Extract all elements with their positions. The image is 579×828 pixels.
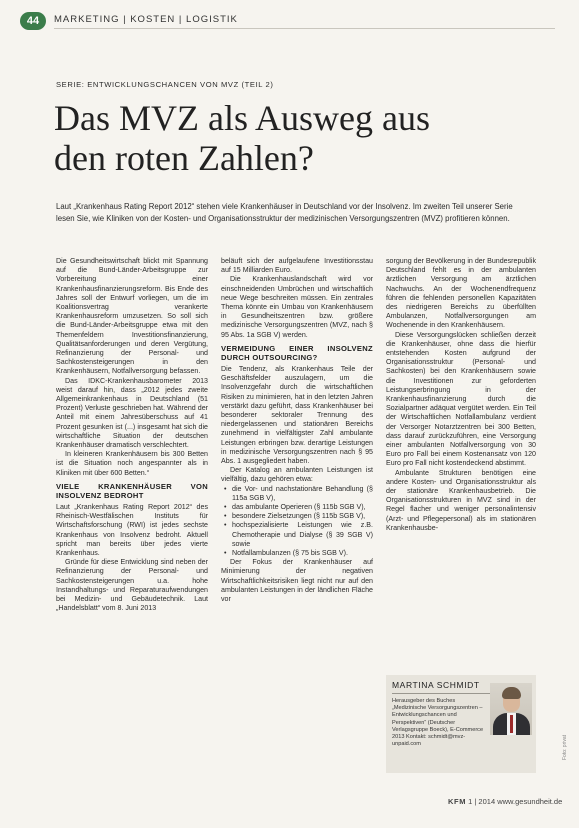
photo-tie bbox=[510, 715, 513, 733]
list-item: • Notfallambulanzen (§ 75 bis SGB V). bbox=[232, 549, 373, 558]
paragraph: sorgung der Bevölkerung in der Bundesrepublik Deutschland fehlt es in der ambulanten ärztlichen Versorgung am ärztlichen Nachwuchs. An der Wochenendfrequenz führen die fehlenden personellen Kapazitäten des niedrigeren Bereichs zu überfüllten Ambulanzen, Notfallversorgungen am Wochenende in den Krankenhäusern. bbox=[386, 257, 536, 330]
author-name: MARTINA SCHMIDT bbox=[392, 680, 480, 690]
paragraph: Die Krankenhauslandschaft wird vor einschneidenden Umbrüchen und wirtschaftlich neue Wege beschreiten müssen. Ein zentrales Thema könnte ein Umbau von Krankenhäusern in Gesundheitszentren bzw. größere medizinische Versorgungszentren (MVZ, nach § 95 Abs. 1a SGB V) werden. bbox=[221, 275, 373, 339]
headline-line-1: Das MVZ als Ausweg aus bbox=[54, 98, 430, 138]
footer-brand: KFM bbox=[448, 797, 467, 806]
header-divider bbox=[54, 28, 555, 29]
list-item: • hochspezialisierte Leistungen wie z.B. Chemotherapie und Dialyse (§ 39 SGB V) sowie bbox=[232, 521, 373, 549]
author-photo bbox=[490, 683, 532, 735]
series-label: SERIE: ENTWICKLUNGSCHANCEN VON MVZ (TEIL 2) bbox=[56, 80, 274, 89]
paragraph: Laut „Krankenhaus Rating Report 2012“ des Rheinisch-Westfälischen Instituts für Wirtschaftsforschung (RWI) ist jedes sechste Krankenhaus von Insolvenz bedroht. Aktuell spricht man bereits über jedes vierte Krankenhaus. bbox=[56, 503, 208, 558]
article-headline bbox=[54, 98, 524, 178]
footer-site: www.gesundheit.de bbox=[497, 797, 563, 806]
paragraph: Der Katalog an ambulanten Leistungen ist vielfältig, dazu gehören etwa: bbox=[221, 466, 373, 484]
subheading: VERMEIDUNG EINER INSOLVENZ DURCH OUTSOURCING? bbox=[221, 343, 373, 363]
text-column-3 bbox=[386, 257, 536, 533]
paragraph: Ambulante Strukturen benötigen eine andere Kosten- und Organisationsstruktur als der stationäre Krankenhausbetrieb. Die Organisationsstrukturen in MVZ sind in der Regel flacher und weniger personalintensiv (Arzt- und Pflegepersonal) als im stationären Krankenhausbe- bbox=[386, 468, 536, 532]
photo-credit: Foto: privat bbox=[562, 734, 568, 760]
paragraph: Die Gesundheitswirtschaft blickt mit Spannung auf die Bund-Länder-Arbeitsgruppe zur Vorbereitung einer Krankenhausfinanzierungsreform. Bis Ende des Jahres soll der Entwurf vorliegen, um die im Koalitionsvertrag verankerte Krankenhausreform umzusetzen. So soll sich die Bund-Länder-Arbeitsgruppe etwa mit den Themenfeldern Investitionsfinanzierung, Qualitätsanforderungen und deren Vergütung, Refinanzierung der Personal- und Sachkostensteigerungen in den Krankenhäusern, Notfallversorgung befassen. bbox=[56, 257, 208, 376]
service-list bbox=[221, 485, 373, 559]
headline-line-2: den roten Zahlen? bbox=[54, 138, 314, 178]
list-item: • besondere Zielsetzungen (§ 115b SGB V), bbox=[232, 512, 373, 521]
paragraph: Diese Versorgungslücken schließen derzeit die Krankenhäuser, ohne dass die hierfür entstehenden Kosten aufgrund der Organisationsstruktur (Personal- und Sachkosten) bei den Krankenhäusern sowie die Investitionen zur geforderten Leistungserbringung in der Krankenhausfinanzierung durch die Sozialpartner adäquat vergütet werden. Ein Teil der Wirtschaftlichen Notfallambulanz verdient der Versorger Notarztzentren bei 300 Betten, dass darauf zurückzuführen, eine Versorgung einer ambulanten Notfallversorgung von 30 Euro pro Fall bei einem Kostenansatz von 120 Euro pro Fall nicht kostendeckend abstimmt. bbox=[386, 330, 536, 468]
list-item: • die Vor- und nachstationäre Behandlung (§ 115a SGB V), bbox=[232, 485, 373, 503]
section-label: MARKETING | KOSTEN | LOGISTIK bbox=[54, 14, 238, 25]
page-footer bbox=[448, 797, 562, 806]
paragraph: Die Tendenz, als Krankenhaus Teile der Geschäftsfelder auszulagern, um die Insolvenzgefahr durch die wirtschaftlichen Risiken zu minimieren, hat in den letzten Jahren verstärkt dazu geführt, dass Krankenhäuser bei besonderer sektoraler Trennung des niedergelassenen und stationären Bereichs zunehmend in vielfältigster Zahl ambulante Leistungen erbringen bzw. derartige Leistungen in medizinische Versorgungszentren nach § 95 Abs. 1 ausgegliedert haben. bbox=[221, 365, 373, 466]
article-lead: Laut „Krankenhaus Rating Report 2012“ stehen viele Krankenhäuser in Deutschland vor der Insolvenz. Im zweiten Teil unserer Serie lesen Sie, wie Kliniken von der Kosten- und Organisationsstruktur der medizinischen Versorgungszentren (MVZ) profitieren können. bbox=[56, 202, 513, 223]
text-column-2 bbox=[221, 257, 373, 604]
page-number-badge: 44 bbox=[20, 12, 46, 30]
text-column-1 bbox=[56, 257, 208, 614]
photo-hair bbox=[502, 687, 521, 699]
paragraph: In kleineren Krankenhäusern bis 300 Betten ist die Situation noch angespannter als in Kliniken mit über 600 Betten.“ bbox=[56, 450, 208, 477]
subheading: VIELE KRANKENHÄUSER VON INSOLVENZ BEDROHT bbox=[56, 481, 208, 501]
list-item: • das ambulante Operieren (§ 115b SGB V), bbox=[232, 503, 373, 512]
footer-issue: 1 | 2014 bbox=[468, 797, 496, 806]
author-bio: Herausgeber des Buches „Medizinische Versorgungszentren – Entwicklungschancen und Perspektiven“ (Deutscher Verlagsgruppe Boeck), E-Commerce 2013 Kontakt: schmidt@mvz-unpaid.com bbox=[392, 698, 484, 748]
paragraph: Gründe für diese Entwicklung sind neben der Refinanzierung der Personal- und Sachkostensteigerungen u.a. hohe Instandhaltungs- und Reparaturaufwendungen bei Medizin- und Gebäudetechnik. Laut „Handelsblatt“ vom 8. Juni 2013 bbox=[56, 558, 208, 613]
paragraph: Das IDKC-Krankenhausbarometer 2013 weist darauf hin, dass „2012 jedes zweite Allgemeinkrankenhaus in Deutschland (51 Prozent) Verluste geschrieben hat. Während der Anteil mit einem Jahresüberschuss auf 41 Prozent gesunken ist (...) insgesamt hat sich die wirtschaftliche Situation der deutschen Krankenhäuser dramatisch verschlechtert. bbox=[56, 376, 208, 450]
paragraph: beläuft sich der aufgelaufene Investitionsstau auf 15 Milliarden Euro. bbox=[221, 257, 373, 275]
paragraph: Der Fokus der Krankenhäuser auf Minimierung der negativen Wirtschaftlichkeitsrisiken liegt nicht nur auf den ambulanten Leistungen in der ländlichen Fläche vor bbox=[221, 558, 373, 604]
author-box bbox=[386, 675, 536, 773]
